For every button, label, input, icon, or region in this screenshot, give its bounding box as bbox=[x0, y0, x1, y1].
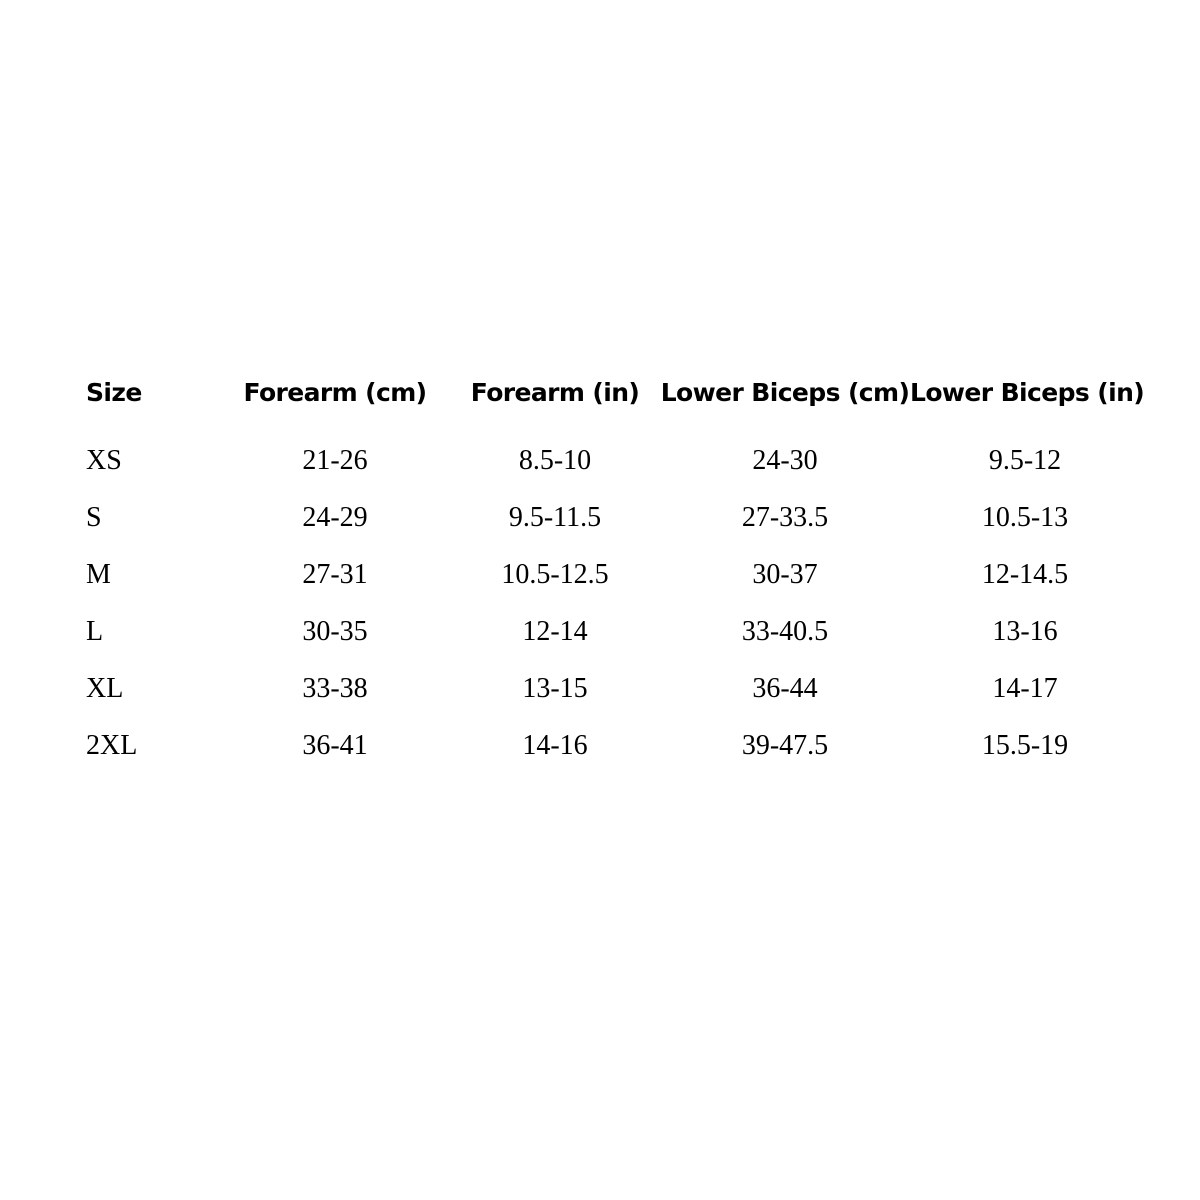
column-header-forearm-in: Forearm (in) bbox=[470, 378, 640, 407]
cell-size: S bbox=[86, 502, 102, 533]
cell-forearm-in: 14-16 bbox=[522, 730, 588, 761]
cell-size: M bbox=[86, 559, 111, 590]
table-row bbox=[80, 718, 1140, 775]
cell-forearm-cm: 27-31 bbox=[302, 559, 368, 590]
cell-lower-biceps-cm: 27-33.5 bbox=[741, 502, 829, 533]
cell-forearm-in: 13-15 bbox=[522, 673, 588, 704]
cell-lower-biceps-in: 13-16 bbox=[992, 616, 1058, 647]
cell-size: XL bbox=[86, 673, 124, 704]
cell-forearm-in: 12-14 bbox=[522, 616, 588, 647]
cell-lower-biceps-cm: 36-44 bbox=[752, 673, 818, 704]
cell-forearm-cm: 24-29 bbox=[302, 502, 368, 533]
table-header bbox=[80, 378, 1145, 433]
cell-size: 2XL bbox=[86, 730, 138, 761]
table-row bbox=[80, 490, 1140, 547]
cell-forearm-cm: 21-26 bbox=[302, 445, 368, 476]
cell-size: L bbox=[86, 616, 104, 647]
column-header-lower-biceps-cm: Lower Biceps (cm) bbox=[660, 378, 910, 407]
cell-lower-biceps-cm: 33-40.5 bbox=[741, 616, 829, 647]
column-header-forearm-cm: Forearm (cm) bbox=[243, 378, 427, 407]
cell-lower-biceps-in: 15.5-19 bbox=[981, 730, 1069, 761]
table-row bbox=[80, 547, 1140, 604]
table-body bbox=[80, 433, 1140, 775]
cell-forearm-in: 9.5-11.5 bbox=[508, 502, 602, 533]
table-row bbox=[80, 604, 1140, 661]
cell-lower-biceps-in: 10.5-13 bbox=[981, 502, 1069, 533]
cell-forearm-cm: 36-41 bbox=[302, 730, 368, 761]
cell-forearm-in: 8.5-10 bbox=[518, 445, 592, 476]
cell-lower-biceps-cm: 30-37 bbox=[752, 559, 818, 590]
cell-forearm-in: 10.5-12.5 bbox=[501, 559, 609, 590]
size-chart-table bbox=[80, 378, 1145, 775]
cell-lower-biceps-cm: 39-47.5 bbox=[741, 730, 829, 761]
table-row bbox=[80, 433, 1140, 490]
cell-forearm-cm: 30-35 bbox=[302, 616, 368, 647]
column-header-size: Size bbox=[86, 378, 142, 407]
cell-lower-biceps-in: 12-14.5 bbox=[981, 559, 1069, 590]
cell-lower-biceps-cm: 24-30 bbox=[752, 445, 818, 476]
cell-forearm-cm: 33-38 bbox=[302, 673, 368, 704]
table-row bbox=[80, 661, 1140, 718]
cell-lower-biceps-in: 14-17 bbox=[992, 673, 1058, 704]
table-header-row bbox=[80, 378, 1140, 433]
column-header-lower-biceps-in: Lower Biceps (in) bbox=[910, 378, 1145, 407]
size-chart bbox=[80, 378, 1145, 775]
cell-size: XS bbox=[86, 445, 122, 476]
cell-lower-biceps-in: 9.5-12 bbox=[988, 445, 1062, 476]
